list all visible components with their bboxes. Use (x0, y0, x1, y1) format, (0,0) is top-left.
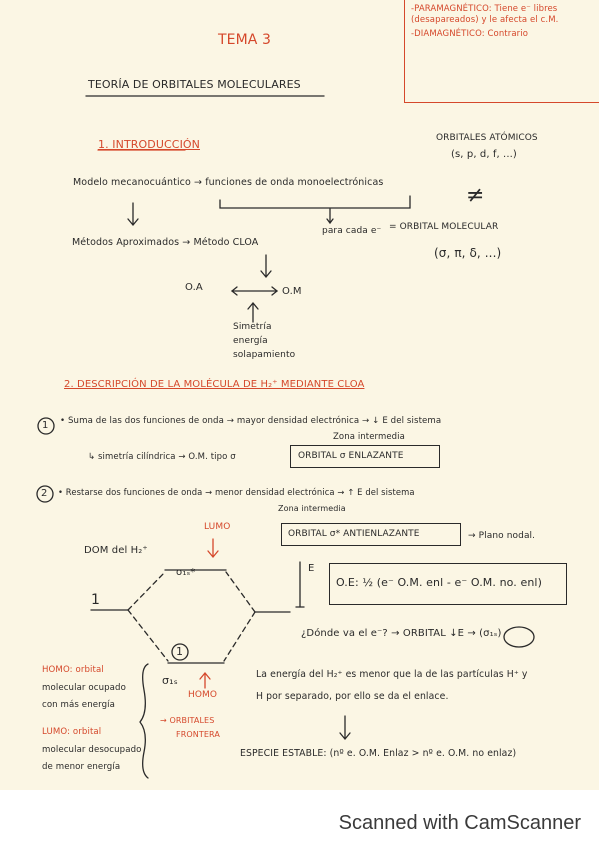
oe-formula: O.E: ½ (e⁻ O.M. enl - e⁻ O.M. no. enl) (336, 576, 542, 589)
orbitales-atomicos-set: (s, p, d, f, ...) (451, 149, 517, 160)
section-2-heading: 2. DESCRIPCIÓN DE LA MOLÉCULA DE H₂⁺ MEDIANTE CLOA (64, 379, 365, 390)
metodos-line: Métodos Aproximados → Método CLOA (72, 237, 259, 248)
donde-va-line: ¿Dónde va el e⁻? → ORBITAL ↓E → (σ₁ₛ) (301, 628, 502, 639)
om-label: O.M (282, 286, 302, 297)
not-equal-sign: ≠ (466, 183, 485, 208)
zona-intermedia-2: Zona intermedia (278, 504, 346, 513)
orbitales-frontera-1: → ORBITALES (160, 716, 215, 725)
orbitales-frontera-2: FRONTERA (176, 730, 220, 739)
oa-label: O.A (185, 282, 203, 293)
zona-intermedia-1: Zona intermedia (333, 432, 405, 442)
solapamiento-label: solapamiento (233, 350, 296, 360)
lumo-def-3: de menor energía (42, 762, 121, 772)
homo-lumo-brace (140, 664, 148, 778)
modelo-line: Modelo mecanocuántico → funciones de onda monoelectrónicas (73, 177, 384, 188)
orbitales-atomicos-label: ORBITALES ATÓMICOS (436, 133, 538, 143)
tema-heading: TEMA 3 (218, 32, 272, 48)
homo-def-3: con más energía (42, 700, 116, 710)
para-cada-label: para cada e⁻ (322, 226, 382, 236)
scanner-watermark: Scanned with CamScanner (338, 812, 581, 834)
electron-count: 1 (176, 645, 184, 658)
orbital-molecular-label: = ORBITAL MOLECULAR (389, 222, 499, 232)
energia-text-1: La energía del H₂⁺ es menor que la de las partículas H⁺ y (256, 669, 528, 680)
om-set: (σ, π, δ, ...) (434, 246, 502, 260)
energia-label: energía (233, 336, 268, 346)
energia-text-2: H por separado, por ello se da el enlace. (256, 691, 449, 702)
item-2-number: 2 (41, 488, 48, 499)
energy-axis-label: E (308, 563, 315, 574)
simetria-cilindrica-line: ↳ simetría cilíndrica → O.M. tipo σ (88, 452, 236, 462)
lumo-label: LUMO (204, 522, 231, 532)
circle-item-2 (37, 486, 53, 502)
sigma-star-label: σ₁ₛ* (176, 567, 196, 578)
item-1-text: • Suma de las dos funciones de onda → mayor densidad electrónica → ↓ E del sistema (60, 416, 442, 426)
homo-label: HOMO (188, 690, 218, 700)
homo-def-2: molecular ocupado (42, 683, 126, 693)
note-paramagnetico: -PARAMAGNÉTICO: Tiene e⁻ libres (desapareados) y le afecta el c.M. (411, 4, 559, 25)
sigma-circle (504, 627, 534, 647)
note-diamagnetico: -DIAMAGNÉTICO: Contrario (411, 29, 529, 40)
dom-label: DOM del H₂⁺ (84, 545, 148, 556)
simetria-label: Simetría (233, 322, 272, 332)
item-1-number: 1 (42, 420, 49, 431)
section-1-heading: 1. INTRODUCCIÓN (98, 138, 200, 151)
homo-def-1: HOMO: orbital (42, 665, 104, 675)
page-title: TEORÍA DE ORBITALES MOLECULARES (88, 78, 301, 91)
circle-item-1 (38, 418, 54, 434)
lumo-def-1: LUMO: orbital (42, 727, 102, 737)
ao-level-label: 1 (91, 592, 101, 608)
electron-circle (172, 644, 188, 660)
item-2-text: • Restarse dos funciones de onda → menor densidad electrónica → ↑ E del sistema (58, 487, 415, 497)
orbital-enlazante-label: ORBITAL σ ENLAZANTE (298, 451, 404, 461)
plano-nodal-label: → Plano nodal. (468, 531, 536, 541)
funciones-bracket (220, 196, 410, 208)
especie-estable-line: ESPECIE ESTABLE: (nº e. O.M. Enlaz > nº e. O.M. no enlaz) (240, 748, 517, 759)
lumo-def-2: molecular desocupado (42, 745, 142, 755)
scanner-footer (0, 790, 599, 848)
sigma-1s-label: σ₁ₛ (162, 674, 178, 687)
orbital-antienlazante-label: ORBITAL σ* ANTIENLAZANTE (288, 529, 420, 539)
